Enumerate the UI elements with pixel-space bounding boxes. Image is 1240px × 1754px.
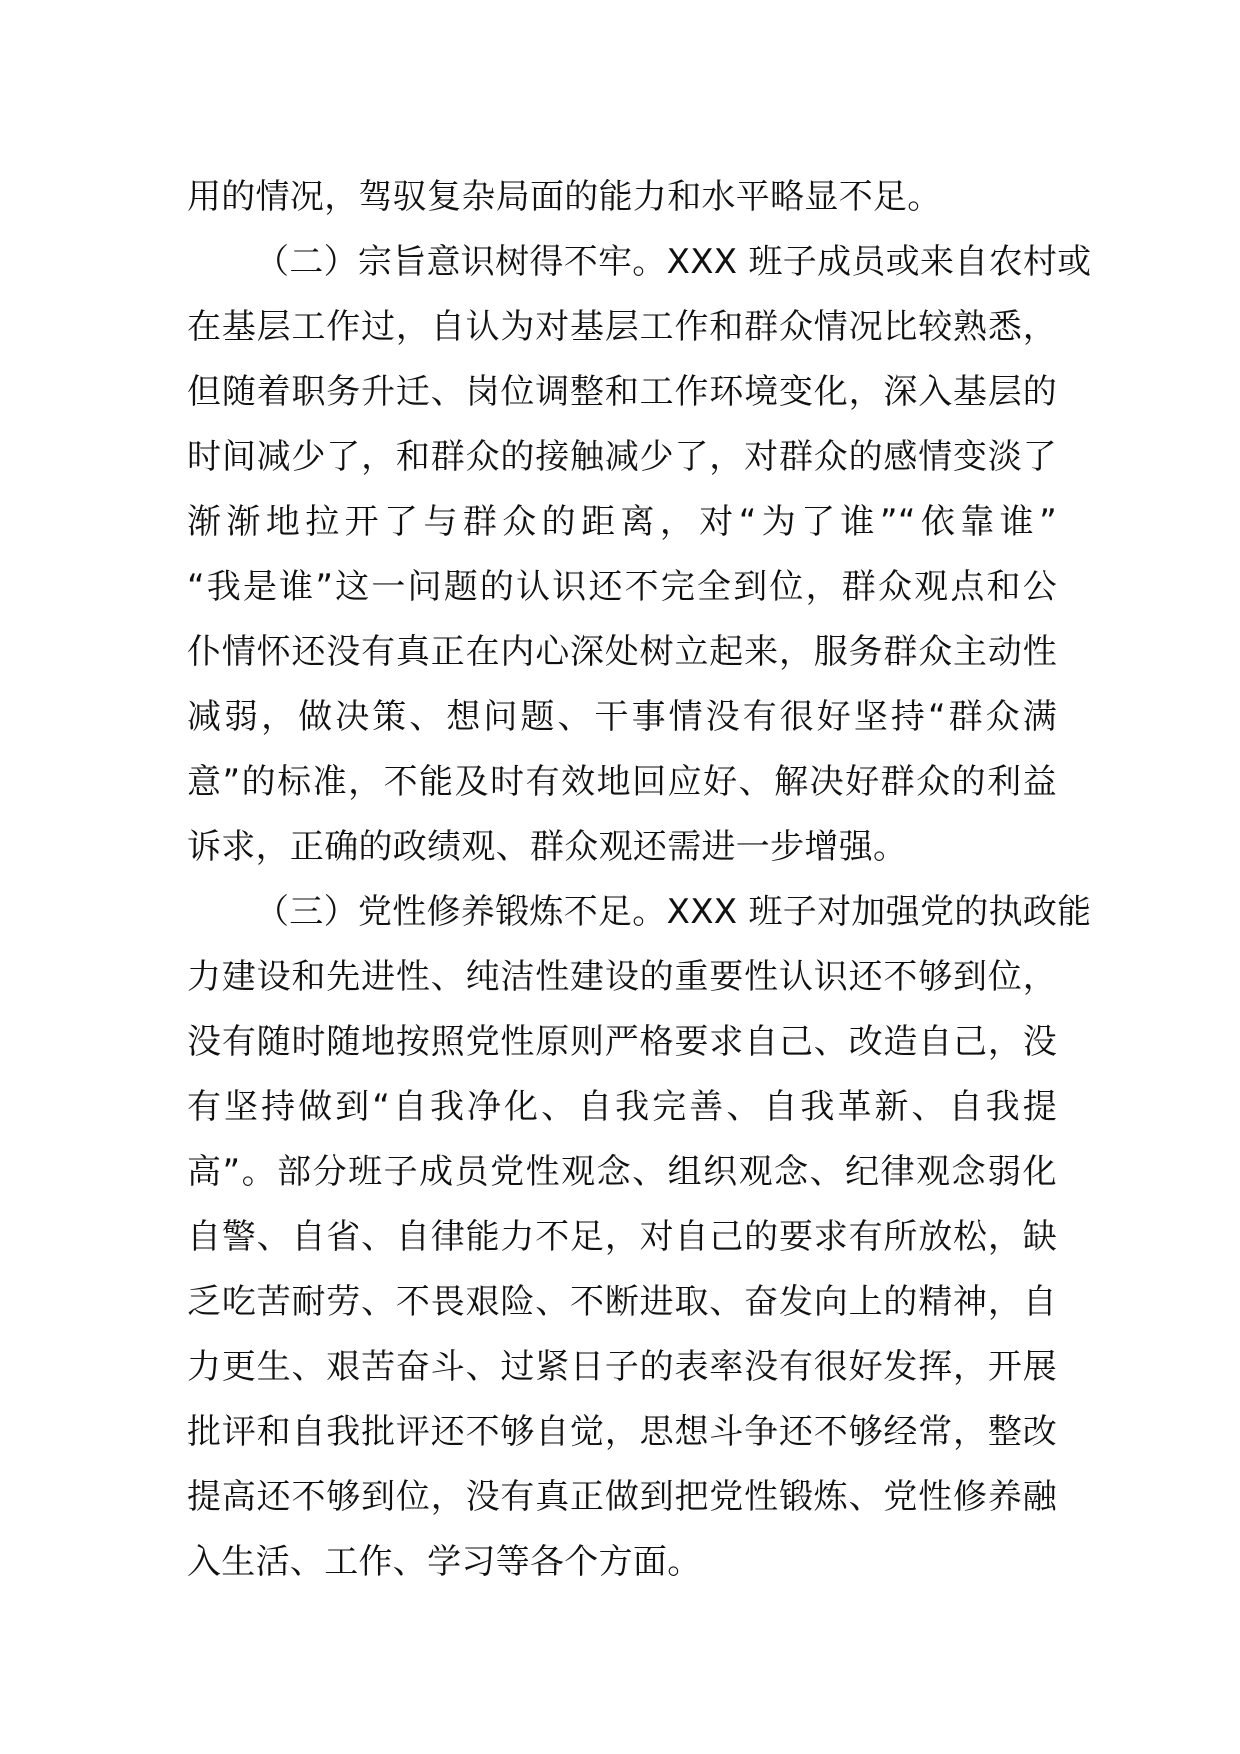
text-line: 渐渐地拉开了与群众的距离，对“为了谁”“依靠谁” [187,502,1057,542]
text-line: 高”。部分班子成员党性观念、组织观念、纪律观念弱化 [187,1152,1057,1192]
text-line: 力建设和先进性、纯洁性建设的重要性认识还不够到位， [187,957,1057,997]
text-line: 减弱，做决策、想问题、干事情没有很好坚持“群众满 [187,697,1057,737]
text-line: 诉求，正确的政绩观、群众观还需进一步增强。 [187,827,908,867]
paragraph-section-2 [187,230,1092,880]
text-line: 时间减少了，和群众的接触减少了，对群众的感情变淡了 [187,437,1057,477]
text-line: 意”的标准，不能及时有效地回应好、解决好群众的利益 [187,762,1057,802]
text-line: 用的情况，驾驭复杂局面的能力和水平略显不足。 [187,177,942,217]
text-line: 在基层工作过，自认为对基层工作和群众情况比较熟悉， [187,307,1057,347]
text-line: “我是谁”这一问题的认识还不完全到位，群众观点和公 [187,567,1057,607]
text-line: 有坚持做到“自我净化、自我完善、自我革新、自我提 [187,1087,1057,1127]
paragraph-section-3 [187,880,1092,1595]
text-line: 入生活、工作、学习等各个方面。 [187,1542,702,1582]
text-line: 批评和自我批评还不够自觉，思想斗争还不够经常，整改 [187,1412,1057,1452]
text-line: 乏吃苦耐劳、不畏艰险、不断进取、奋发向上的精神，自 [187,1282,1057,1322]
text-line: 自警、自省、自律能力不足，对自己的要求有所放松，缺 [187,1217,1057,1257]
section-heading-line: （二）宗旨意识树得不牢。XXX 班子成员或来自农村或 [255,242,1092,282]
section-heading-line: （三）党性修养锻炼不足。XXX 班子对加强党的执政能 [255,892,1092,932]
text-line: 但随着职务升迁、岗位调整和工作环境变化，深入基层的 [187,372,1057,412]
text-line: 没有随时随地按照党性原则严格要求自己、改造自己，没 [187,1022,1057,1062]
text-line: 仆情怀还没有真正在内心深处树立起来，服务群众主动性 [187,632,1057,672]
document-body [187,165,1092,1595]
paragraph-continuation [187,165,1057,230]
text-line: 力更生、艰苦奋斗、过紧日子的表率没有很好发挥，开展 [187,1347,1057,1387]
text-line: 提高还不够到位，没有真正做到把党性锻炼、党性修养融 [187,1477,1057,1517]
